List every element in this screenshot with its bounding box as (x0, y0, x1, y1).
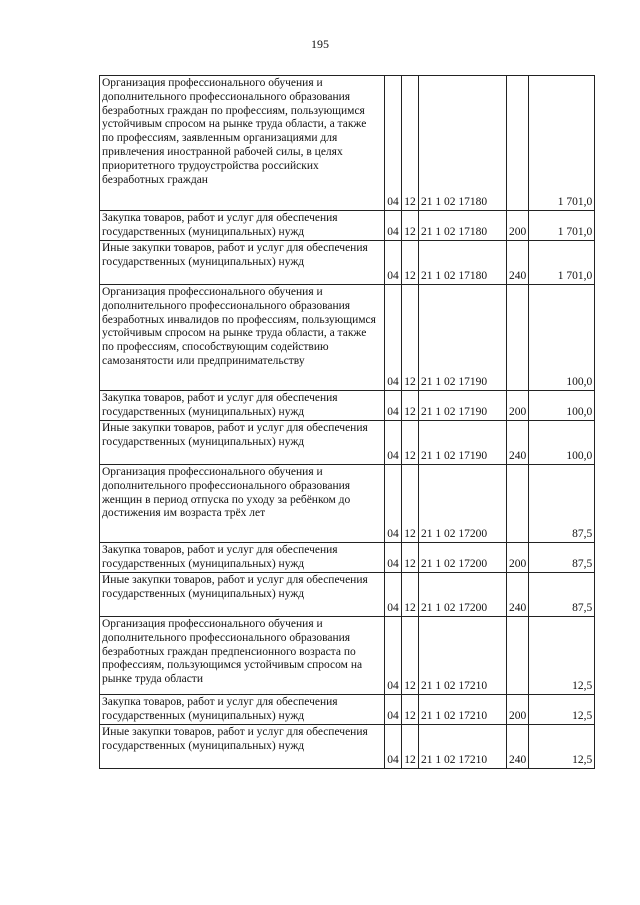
table-row (100, 573, 595, 617)
row-description: Иные закупки товаров, работ и услуг для обеспечения государственных (муниципальных) нужд (100, 241, 385, 285)
row-description: Иные закупки товаров, работ и услуг для обеспечения государственных (муниципальных) нужд (100, 421, 385, 465)
table-row (100, 211, 595, 241)
expense-type-code: 200 (507, 391, 529, 421)
target-article-code: 21 1 02 17200 (419, 573, 507, 617)
amount: 1 701,0 (529, 241, 595, 285)
row-description: Закупка товаров, работ и услуг для обеспечения государственных (муниципальных) нужд (100, 543, 385, 573)
target-article-code: 21 1 02 17210 (419, 725, 507, 769)
section-code: 04 (385, 695, 402, 725)
section-code: 04 (385, 211, 402, 241)
section-code: 04 (385, 725, 402, 769)
table-row (100, 76, 595, 211)
amount: 87,5 (529, 543, 595, 573)
expense-type-code (507, 76, 529, 211)
subsection-code: 12 (402, 285, 419, 391)
target-article-code: 21 1 02 17180 (419, 76, 507, 211)
page-number: 195 (311, 37, 329, 51)
table-body (100, 76, 595, 769)
section-code: 04 (385, 241, 402, 285)
subsection-code: 12 (402, 695, 419, 725)
amount: 87,5 (529, 465, 595, 543)
target-article-code: 21 1 02 17190 (419, 421, 507, 465)
budget-table (99, 75, 595, 769)
expense-type-code: 200 (507, 695, 529, 725)
target-article-code: 21 1 02 17200 (419, 543, 507, 573)
expense-type-code (507, 465, 529, 543)
row-description: Закупка товаров, работ и услуг для обеспечения государственных (муниципальных) нужд (100, 695, 385, 725)
section-code: 04 (385, 421, 402, 465)
expense-type-code: 200 (507, 543, 529, 573)
amount: 100,0 (529, 285, 595, 391)
amount: 1 701,0 (529, 211, 595, 241)
amount: 12,5 (529, 725, 595, 769)
row-description: Организация профессионального обучения и дополнительного профессионального образования безработных граждан предпенсионного возраста по профессиям, пользующимся устойчивым спросом на рынке труда области (100, 617, 385, 695)
section-code: 04 (385, 573, 402, 617)
section-code: 04 (385, 543, 402, 573)
row-description: Иные закупки товаров, работ и услуг для обеспечения государственных (муниципальных) нужд (100, 725, 385, 769)
row-description: Закупка товаров, работ и услуг для обеспечения государственных (муниципальных) нужд (100, 391, 385, 421)
table-row (100, 241, 595, 285)
target-article-code: 21 1 02 17180 (419, 241, 507, 285)
table-row (100, 285, 595, 391)
subsection-code: 12 (402, 76, 419, 211)
expense-type-code: 200 (507, 211, 529, 241)
expense-type-code: 240 (507, 573, 529, 617)
table-row (100, 421, 595, 465)
subsection-code: 12 (402, 465, 419, 543)
section-code: 04 (385, 617, 402, 695)
subsection-code: 12 (402, 211, 419, 241)
section-code: 04 (385, 465, 402, 543)
row-description: Закупка товаров, работ и услуг для обеспечения государственных (муниципальных) нужд (100, 211, 385, 241)
subsection-code: 12 (402, 241, 419, 285)
expense-type-code: 240 (507, 241, 529, 285)
target-article-code: 21 1 02 17200 (419, 465, 507, 543)
table-row (100, 725, 595, 769)
subsection-code: 12 (402, 543, 419, 573)
expense-type-code: 240 (507, 421, 529, 465)
amount: 1 701,0 (529, 76, 595, 211)
subsection-code: 12 (402, 617, 419, 695)
subsection-code: 12 (402, 573, 419, 617)
table-row (100, 695, 595, 725)
target-article-code: 21 1 02 17190 (419, 285, 507, 391)
amount: 100,0 (529, 421, 595, 465)
row-description: Иные закупки товаров, работ и услуг для обеспечения государственных (муниципальных) нужд (100, 573, 385, 617)
row-description: Организация профессионального обучения и дополнительного профессионального образования женщин в период отпуска по уходу за ребёнком до достижения им возраста трёх лет (100, 465, 385, 543)
target-article-code: 21 1 02 17210 (419, 695, 507, 725)
table-row (100, 391, 595, 421)
subsection-code: 12 (402, 391, 419, 421)
section-code: 04 (385, 391, 402, 421)
table-row (100, 465, 595, 543)
table-row (100, 617, 595, 695)
expense-type-code (507, 617, 529, 695)
row-description: Организация профессионального обучения и дополнительного профессионального образования безработных граждан по профессиям, пользующимся устойчивым спросом на рынке труда области, а также по профессиям, заявленным организациями для привлечения иностранной рабочей силы, в целях приоритетного трудоустройства российских безработных граждан (100, 76, 385, 211)
amount: 100,0 (529, 391, 595, 421)
target-article-code: 21 1 02 17190 (419, 391, 507, 421)
row-description: Организация профессионального обучения и дополнительного профессионального образования безработных инвалидов по профессиям, пользующимся устойчивым спросом на рынке труда области, а также по профессиям, способствующим содействию самозанятости или предпринимательству (100, 285, 385, 391)
subsection-code: 12 (402, 421, 419, 465)
expense-type-code: 240 (507, 725, 529, 769)
target-article-code: 21 1 02 17180 (419, 211, 507, 241)
amount: 12,5 (529, 617, 595, 695)
amount: 12,5 (529, 695, 595, 725)
amount: 87,5 (529, 573, 595, 617)
expense-type-code (507, 285, 529, 391)
table-row (100, 543, 595, 573)
section-code: 04 (385, 76, 402, 211)
subsection-code: 12 (402, 725, 419, 769)
target-article-code: 21 1 02 17210 (419, 617, 507, 695)
section-code: 04 (385, 285, 402, 391)
